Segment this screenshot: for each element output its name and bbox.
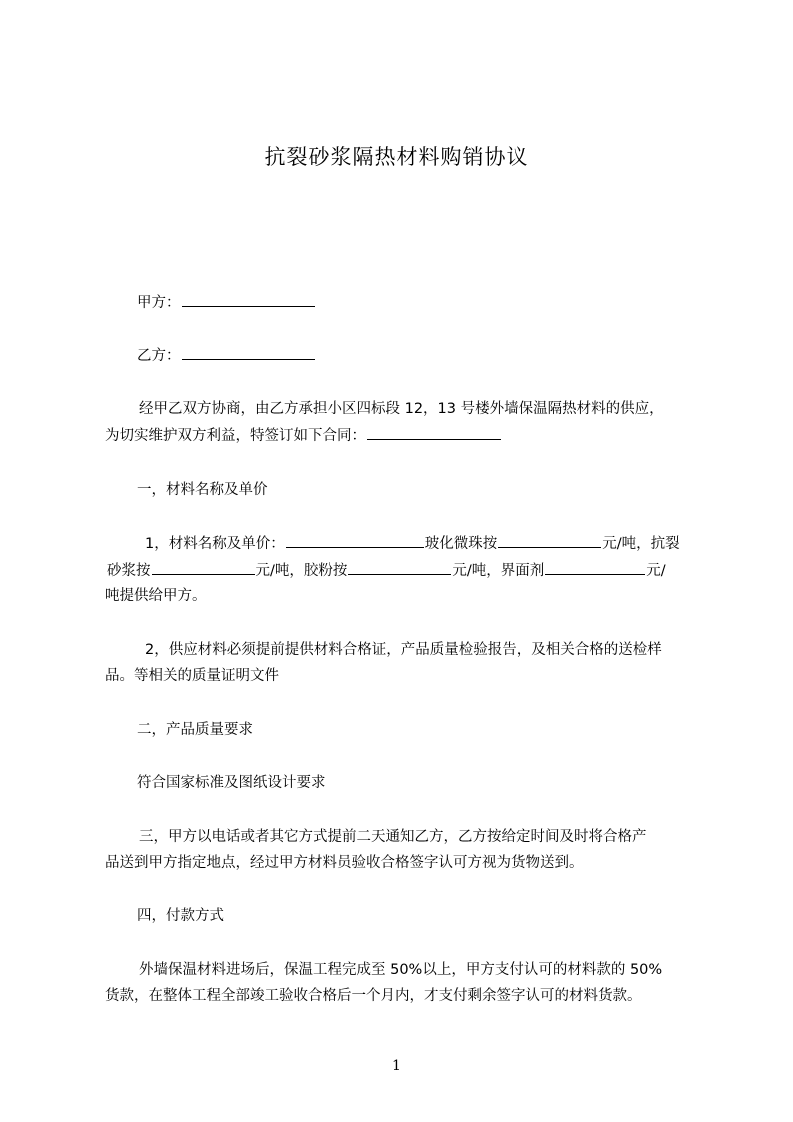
party-b-line bbox=[137, 345, 316, 366]
party-a-label: 甲方： bbox=[137, 295, 181, 311]
price-unit-text: 元/吨，抗裂 bbox=[602, 536, 680, 552]
section-1-heading: 一，材料名称及单价 bbox=[137, 482, 268, 498]
material-name-blank bbox=[286, 533, 424, 548]
section-3-line-2: 品送到甲方指定地点，经过甲方材料员验收合格签字认可方视为货物送到。 bbox=[105, 855, 584, 871]
page-number: 1 bbox=[392, 1058, 401, 1074]
section-1-item-1-line-1 bbox=[145, 533, 680, 554]
section-2-body: 符合国家标准及图纸设计要求 bbox=[137, 775, 326, 791]
intro-line-1: 经甲乙双方协商，由乙方承担小区四标段 12，13 号楼外墙保温隔热材料的供应， bbox=[139, 401, 664, 417]
rubber-powder-label: 元/吨，胶粉按 bbox=[255, 563, 348, 579]
intro-line-2-text: 为切实维护双方利益，特签订如下合同： bbox=[105, 428, 366, 444]
party-a-blank bbox=[182, 292, 315, 307]
interface-agent-price-blank bbox=[545, 560, 645, 575]
section-4-line-1: 外墙保温材料进场后，保温工程完成至 50%以上，甲方支付认可的材料款的 50% bbox=[139, 962, 663, 978]
glass-bead-price-blank bbox=[498, 533, 601, 548]
party-a-line bbox=[137, 292, 316, 313]
document-title: 抗裂砂浆隔热材料购销协议 bbox=[264, 145, 529, 169]
mortar-price-blank bbox=[152, 560, 255, 575]
contract-blank bbox=[367, 425, 501, 440]
party-b-blank bbox=[182, 345, 315, 360]
intro-line-2 bbox=[105, 425, 502, 446]
rubber-powder-price-blank bbox=[348, 560, 451, 575]
section-1-item-2-line-2: 品。等相关的质量证明文件 bbox=[105, 668, 279, 684]
price-unit-text-2: 元/ bbox=[646, 563, 666, 579]
section-2-heading: 二，产品质量要求 bbox=[137, 722, 253, 738]
material-name-label: 1，材料名称及单价： bbox=[145, 536, 285, 552]
section-1-item-1-line-3: 吨提供给甲方。 bbox=[105, 588, 207, 604]
section-3-line-1: 三，甲方以电话或者其它方式提前二天通知乙方，乙方按给定时间及时将合格产 bbox=[139, 829, 647, 845]
section-1-item-1-line-2 bbox=[107, 560, 666, 581]
party-b-label: 乙方： bbox=[137, 348, 181, 364]
section-4-heading: 四，付款方式 bbox=[137, 908, 224, 924]
mortar-label: 砂浆按 bbox=[107, 563, 151, 579]
glass-bead-label: 玻化微珠按 bbox=[424, 536, 498, 552]
interface-agent-label: 元/吨，界面剂 bbox=[452, 563, 545, 579]
section-1-item-2-line-1: 2，供应材料必须提前提供材料合格证，产品质量检验报告，及相关合格的送检样 bbox=[145, 642, 662, 658]
section-4-line-2: 货款，在整体工程全部竣工验收合格后一个月内，才支付剩余签字认可的材料货款。 bbox=[105, 988, 642, 1004]
